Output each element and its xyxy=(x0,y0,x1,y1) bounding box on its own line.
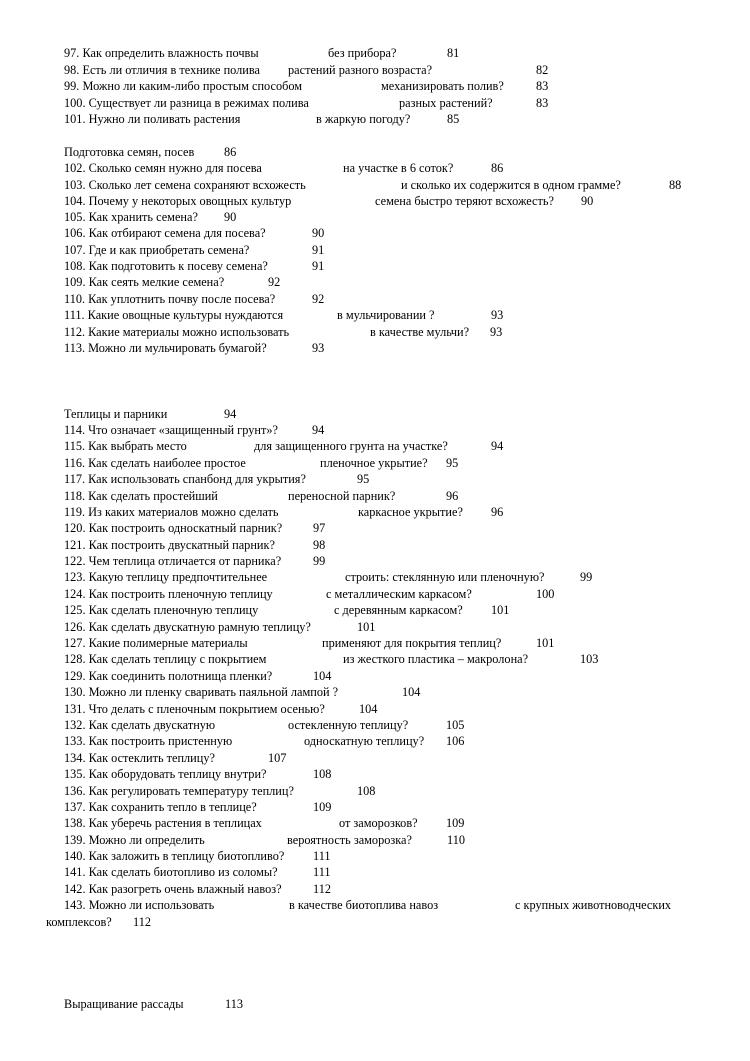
page-number: 100 xyxy=(536,587,555,601)
page-number: 90 xyxy=(581,194,594,208)
page-number: 109 xyxy=(313,800,332,814)
toc-text-cont: с деревянным каркасом? xyxy=(334,603,463,617)
toc-text: 99. Можно ли каким-либо простым способом xyxy=(64,79,303,93)
toc-text: 106. Как отбирают семена для посева? xyxy=(64,226,266,240)
page-number: 108 xyxy=(357,784,376,798)
toc-text: 131. Что делать с пленочным покрытием осенью? xyxy=(64,702,325,716)
toc-text: комплексов? xyxy=(46,915,112,929)
page-number: 101 xyxy=(357,620,376,634)
toc-text: 143. Можно ли использовать xyxy=(64,898,215,912)
page-number: 83 xyxy=(536,96,549,110)
page-number: 108 xyxy=(313,767,332,781)
toc-text: 140. Как заложить в теплицу биотопливо? xyxy=(64,849,285,863)
toc-text: 124. Как построить пленочную теплицу xyxy=(64,587,273,601)
toc-text: 142. Как разогреть очень влажный навоз? xyxy=(64,882,282,896)
toc-text: 125. Как сделать пленочную теплицу xyxy=(64,603,259,617)
toc-text: 102. Сколько семян нужно для посева xyxy=(64,161,262,175)
toc-text: 112. Какие материалы можно использовать xyxy=(64,325,290,339)
page-number: 104 xyxy=(402,685,421,699)
page-number: 111 xyxy=(313,865,331,879)
toc-text-cont: семена быстро теряют всхожесть? xyxy=(375,194,554,208)
page-number: 103 xyxy=(580,652,599,666)
toc-text: 128. Как сделать теплицу с покрытием xyxy=(64,652,267,666)
page-number: 92 xyxy=(312,292,325,306)
toc-text: 137. Как сохранить тепло в теплице? xyxy=(64,800,257,814)
page-number: 113 xyxy=(225,997,243,1011)
page-number: 98 xyxy=(313,538,326,552)
page-number: 107 xyxy=(268,751,287,765)
page-number: 90 xyxy=(312,226,325,240)
toc-text: 121. Как построить двускатный парник? xyxy=(64,538,275,552)
page-number: 81 xyxy=(447,46,460,60)
toc-text: 107. Где и как приобретать семена? xyxy=(64,243,250,257)
toc-text-cont: в качестве биотоплива навоз xyxy=(289,898,439,912)
toc-text-cont: каркасное укрытие? xyxy=(358,505,463,519)
toc-text: 126. Как сделать двускатную рамную теплицу? xyxy=(64,620,311,634)
toc-text-cont: без прибора? xyxy=(328,46,397,60)
toc-text-cont2: с крупных животноводческих xyxy=(515,898,672,912)
toc-text-cont: остекленную теплицу? xyxy=(288,718,409,732)
page-number: 99 xyxy=(580,570,593,584)
page-number: 111 xyxy=(313,849,331,863)
toc-text: 117. Как использовать спанбонд для укрытия? xyxy=(64,472,306,486)
page-number: 106 xyxy=(446,734,465,748)
toc-text: 127. Какие полимерные материалы xyxy=(64,636,248,650)
page-number: 94 xyxy=(491,439,504,453)
toc-text-cont: применяют для покрытия теплиц? xyxy=(322,636,502,650)
toc-text: 133. Как построить пристенную xyxy=(64,734,233,748)
toc-text: 109. Как сеять мелкие семена? xyxy=(64,275,225,289)
section-title: Подготовка семян, посев xyxy=(64,145,195,159)
toc-text: 113. Можно ли мульчировать бумагой? xyxy=(64,341,267,355)
toc-text: 104. Почему у некоторых овощных культур xyxy=(64,194,292,208)
toc-text-cont: разных растений? xyxy=(399,96,493,110)
toc-text: 98. Есть ли отличия в технике полива xyxy=(64,63,260,77)
page-number: 90 xyxy=(224,210,237,224)
toc-text-cont: с металлическим каркасом? xyxy=(326,587,472,601)
page-number: 112 xyxy=(313,882,331,896)
page-number: 88 xyxy=(669,178,682,192)
toc-text: 135. Как оборудовать теплицу внутри? xyxy=(64,767,267,781)
toc-text-cont: переносной парник? xyxy=(288,489,396,503)
page-number: 91 xyxy=(312,243,325,257)
toc-text: 119. Из каких материалов можно сделать xyxy=(64,505,279,519)
toc-text: 115. Как выбрать место xyxy=(64,439,187,453)
toc-text-cont: механизировать полив? xyxy=(381,79,504,93)
page-number: 82 xyxy=(536,63,549,77)
toc-text-cont: и сколько их содержится в одном грамме? xyxy=(401,178,621,192)
page-number: 95 xyxy=(357,472,370,486)
toc-text: 116. Как сделать наиболее простое xyxy=(64,456,246,470)
section-title: Выращивание рассады xyxy=(64,997,184,1011)
toc-text-cont: для защищенного грунта на участке? xyxy=(254,439,448,453)
toc-text: 134. Как остеклить теплицу? xyxy=(64,751,215,765)
toc-text-cont: от заморозков? xyxy=(339,816,418,830)
page-number: 86 xyxy=(224,145,237,159)
toc-text: 123. Какую теплицу предпочтительнее xyxy=(64,570,268,584)
page-number: 101 xyxy=(491,603,510,617)
toc-text: 108. Как подготовить к посеву семена? xyxy=(64,259,268,273)
page-number: 91 xyxy=(312,259,325,273)
toc-text: 138. Как уберечь растения в теплицах xyxy=(64,816,262,830)
toc-text-cont: на участке в 6 соток? xyxy=(343,161,454,175)
page-number: 93 xyxy=(491,308,504,322)
page-number: 110 xyxy=(447,833,465,847)
page-number: 86 xyxy=(491,161,504,175)
page-number: 104 xyxy=(359,702,378,716)
page-number: 112 xyxy=(133,915,151,929)
toc-text: 122. Чем теплица отличается от парника? xyxy=(64,554,282,568)
section-title: Теплицы и парники xyxy=(64,407,168,421)
page-number: 85 xyxy=(447,112,460,126)
page-number: 94 xyxy=(224,407,237,421)
toc-text-cont: в жаркую погоду? xyxy=(316,112,411,126)
toc-text: 110. Как уплотнить почву после посева? xyxy=(64,292,276,306)
toc-text-cont: строить: стеклянную или пленочную? xyxy=(345,570,545,584)
page-number: 93 xyxy=(490,325,503,339)
page-number: 96 xyxy=(491,505,504,519)
toc-text: 120. Как построить односкатный парник? xyxy=(64,521,283,535)
page-number: 94 xyxy=(312,423,325,437)
toc-text-cont: вероятность заморозка? xyxy=(287,833,412,847)
toc-text-cont: односкатную теплицу? xyxy=(304,734,425,748)
toc-text: 100. Существует ли разница в режимах полива xyxy=(64,96,309,110)
toc-text: 97. Как определить влажность почвы xyxy=(64,46,259,60)
page-number: 92 xyxy=(268,275,281,289)
toc-text: 136. Как регулировать температуру теплиц? xyxy=(64,784,294,798)
page-number: 93 xyxy=(312,341,325,355)
toc-text: 118. Как сделать простейший xyxy=(64,489,218,503)
page-number: 99 xyxy=(313,554,326,568)
page-number: 96 xyxy=(446,489,459,503)
toc-text: 132. Как сделать двускатную xyxy=(64,718,216,732)
toc-text: 129. Как соединить полотнища пленки? xyxy=(64,669,273,683)
toc-text: 130. Можно ли пленку сваривать паяльной лампой ? xyxy=(64,685,339,699)
toc-text: 105. Как хранить семена? xyxy=(64,210,198,224)
page-number: 104 xyxy=(313,669,332,683)
toc-text-cont: растений разного возраста? xyxy=(288,63,433,77)
toc-text-cont: пленочное укрытие? xyxy=(320,456,428,470)
toc-text: 114. Что означает «защищенный грунт»? xyxy=(64,423,278,437)
toc-text: 101. Нужно ли поливать растения xyxy=(64,112,241,126)
toc-text-cont: в мульчировании ? xyxy=(337,308,435,322)
page-number: 83 xyxy=(536,79,549,93)
toc-text: 141. Как сделать биотопливо из соломы? xyxy=(64,865,278,879)
toc-text-cont: в качестве мульчи? xyxy=(370,325,470,339)
page-number: 95 xyxy=(446,456,459,470)
page-number: 105 xyxy=(446,718,465,732)
page-number: 101 xyxy=(536,636,555,650)
toc-text: 103. Сколько лет семена сохраняют всхожесть xyxy=(64,178,306,192)
toc-text: 139. Можно ли определить xyxy=(64,833,205,847)
toc-text-cont: из жесткого пластика – макролона? xyxy=(343,652,529,666)
page-number: 109 xyxy=(446,816,465,830)
toc-text: 111. Какие овощные культуры нуждаются xyxy=(64,308,284,322)
page-number: 97 xyxy=(313,521,326,535)
